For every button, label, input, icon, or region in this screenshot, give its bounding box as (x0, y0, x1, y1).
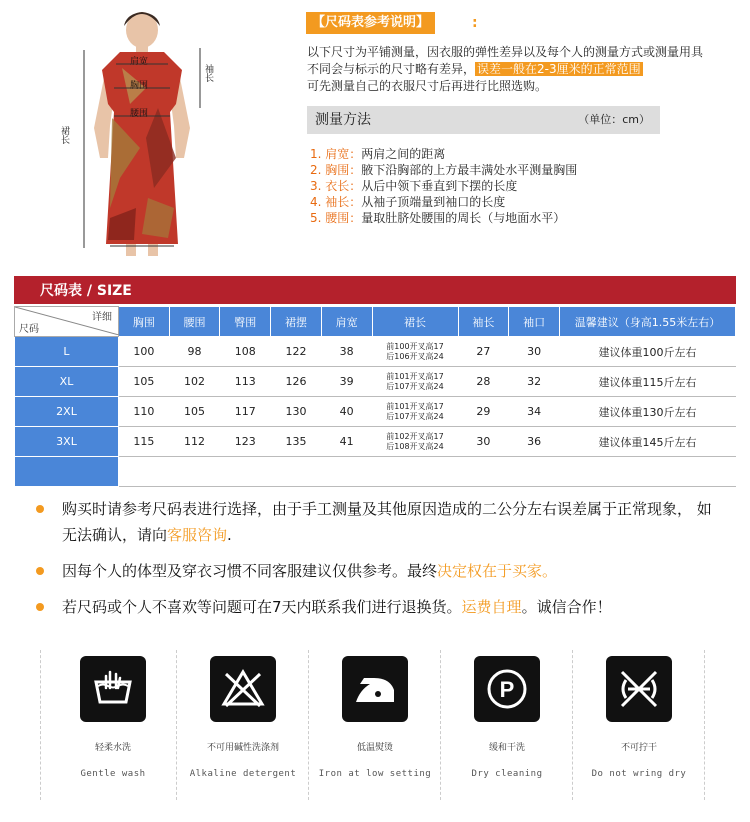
col-header: 袖长 (458, 307, 509, 337)
care-item (178, 650, 308, 779)
care-label-cn: 缓和干洗 (488, 743, 525, 753)
step-item: 2. 胸围：腋下沿胸部的上方最丰满处水平测量胸围 (310, 163, 578, 177)
method-unit: （单位：cm） (578, 113, 650, 126)
care-label-en: Iron at low setting (318, 769, 432, 779)
gentle-wash-icon (88, 664, 138, 714)
model-figure (50, 8, 235, 258)
col-header: 臀围 (220, 307, 271, 337)
dress-illustration (50, 8, 235, 258)
chest-label: 胸围 (130, 81, 149, 91)
care-label-cn: 低温熨烫 (356, 743, 393, 753)
size-table-section (14, 276, 736, 486)
method-bar (307, 106, 660, 134)
col-header: 肩宽 (321, 307, 372, 337)
no-wring-icon (614, 664, 664, 714)
bullet-dot (36, 567, 44, 575)
divider (308, 650, 309, 800)
waist-label: 腰围 (130, 109, 149, 119)
divider (440, 650, 441, 800)
divider (572, 650, 573, 800)
col-header: 胸围 (119, 307, 170, 337)
measure-steps (310, 146, 577, 226)
table-row: XL 105 102 113 126 39 前101开叉高17 后107开叉高24 28 32 建议体重115斤左右 (15, 367, 736, 397)
size-guide-top (0, 0, 750, 270)
step-item: 4. 袖长：从袖子顶端量到袖口的长度 (310, 195, 506, 209)
note-item: 若尺码或个人不喜欢等问题可在7天内联系我们进行退换货。运费自理。诚信合作！ (36, 594, 716, 620)
no-bleach-icon (218, 664, 268, 714)
intro-text-2: 可先测量自己的衣服尺寸后再进行比照选购。 (307, 79, 548, 93)
note-item: 因每个人的体型及穿衣习惯不同客服建议仅供参考。最终决定权在于买家。 (36, 558, 716, 584)
shoulder-label: 肩宽 (130, 57, 149, 67)
col-header: 腰围 (169, 307, 220, 337)
size-table (14, 306, 736, 487)
size-table-title: 尺码表 / SIZE (40, 283, 132, 299)
table-row: 3XL 115 112 123 135 41 前102开叉高17 后108开叉高24 30 36 建议体重145斤左右 (15, 427, 736, 457)
guide-title: 【尺码表参考说明】 (306, 12, 435, 34)
step-item: 3. 衣长：从后中领下垂直到下摆的长度 (310, 179, 518, 193)
table-header-row (15, 307, 736, 337)
skirt-length-label: 裙长 (59, 126, 69, 144)
care-instructions (40, 650, 720, 800)
method-title: 测量方法 (315, 112, 371, 128)
divider (176, 650, 177, 800)
divider (704, 650, 705, 800)
care-label-en: Alkaline detergent (189, 769, 297, 779)
col-header: 温馨建议（身高1.55米左右） (560, 307, 736, 337)
step-item: 5. 腰围：量取肚脐处腰围的周长（与地面水平） (310, 211, 566, 225)
intro-highlight: 误差一般在2-3厘米的正常范围 (477, 62, 641, 76)
table-row-empty (15, 457, 736, 487)
table-row: 2XL 110 105 117 130 40 前101开叉高17 后107开叉高24 29 34 建议体重130斤左右 (15, 397, 736, 427)
divider (40, 650, 41, 800)
care-item (442, 650, 572, 779)
care-label-en: Do not wring dry (591, 769, 687, 779)
bullet-dot (36, 505, 44, 513)
care-item (48, 650, 178, 779)
dry-clean-p-icon (482, 664, 532, 714)
guide-intro (307, 44, 707, 95)
col-header: 裙长 (372, 307, 458, 337)
guide-title-colon: : (472, 15, 478, 31)
care-label-en: Gentle wash (80, 769, 146, 779)
care-item (310, 650, 440, 779)
step-item: 1. 肩宽：两肩之间的距离 (310, 147, 446, 161)
bullet-dot (36, 603, 44, 611)
care-label-cn: 不可用碱性洗涤剂 (206, 743, 279, 753)
iron-low-icon (350, 664, 400, 714)
size-table-header-bar (14, 276, 736, 304)
col-header: 袖口 (509, 307, 560, 337)
table-row: L 100 98 108 122 38 前100开叉高17 后106开叉高24 27 30 建议体重100斤左右 (15, 337, 736, 367)
care-item (574, 650, 704, 779)
notes-list (36, 496, 716, 630)
note-item: 购买时请参考尺码表进行选择，由于手工测量及其他原因造成的二公分左右误差属于正常现象， 如无法确认，请向客服咨询. (36, 496, 716, 548)
care-label-en: Dry cleaning (471, 769, 543, 779)
care-label-cn: 不可拧干 (620, 743, 657, 753)
customer-service-link[interactable]: 客服咨询 (167, 526, 228, 544)
care-label-cn: 轻柔水洗 (94, 743, 131, 753)
svg-text:P: P (499, 677, 515, 702)
corner-cell: 详细 尺码 (15, 307, 119, 337)
intro-text-1: 以下尺寸为平铺测量，因衣服的弹性差异以及每个人的测量方式或测量用具不同会与标示的尺寸略有差异， (307, 45, 704, 76)
col-header: 裙摆 (271, 307, 322, 337)
sleeve-label: 袖长 (203, 64, 213, 82)
